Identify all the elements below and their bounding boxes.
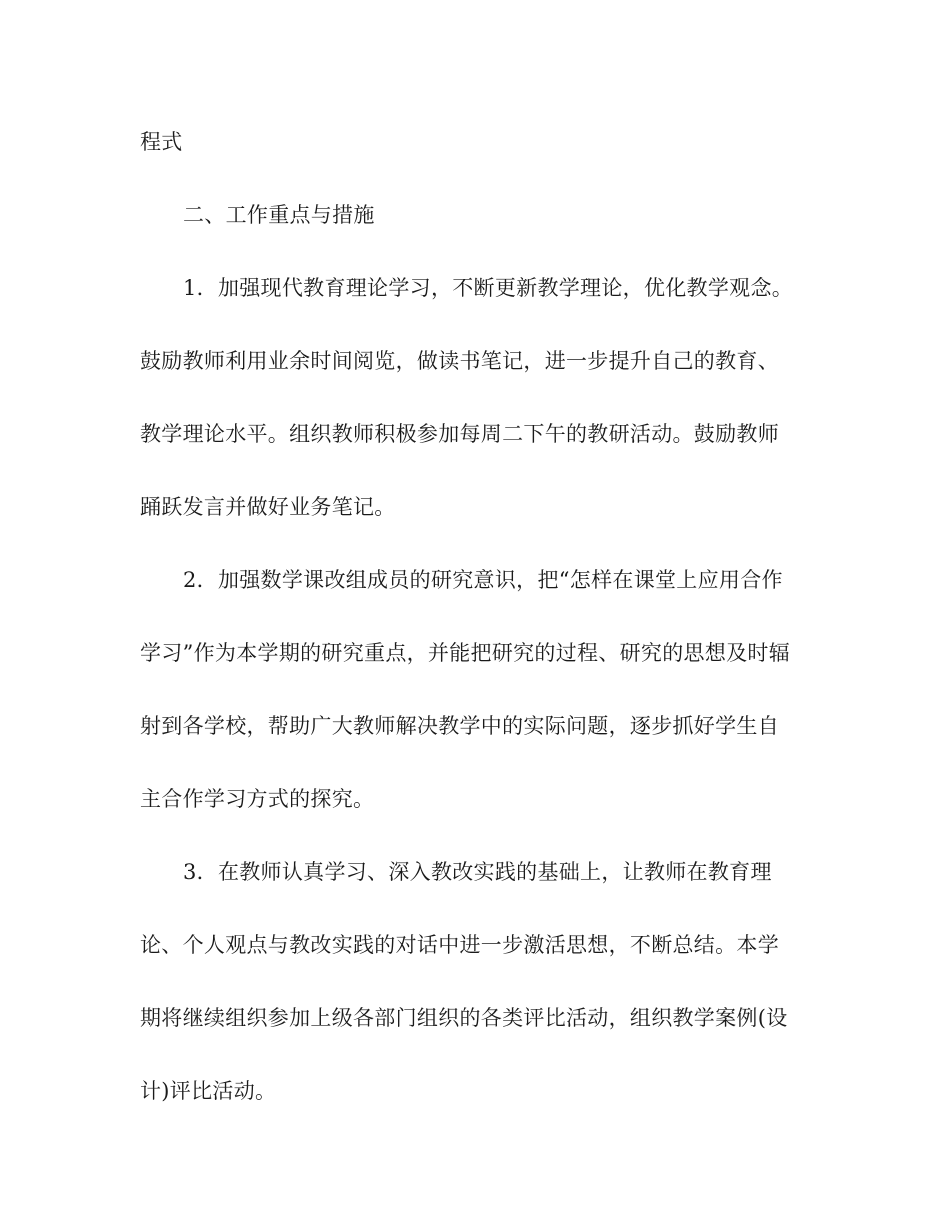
text-line-3: 1．加强现代教育理论学习，不断更新教学理论，优化教学观念。 [183,276,794,300]
text-line-13: 期将继续组织参加上级各部门组织的各类评比活动，组织教学案例(设 [140,1006,788,1030]
text-line-5: 教学理论水平。组织教师积极参加每周二下午的教研活动。鼓励教师 [140,422,779,446]
text-line-12: 论、个人观点与教改实践的对话中进一步激活思想，不断总结。本学 [140,933,779,957]
text-line-9: 射到各学校，帮助广大教师解决教学中的实际问题，逐步抓好学生自 [140,714,779,738]
text-line-7: 2．加强数学课改组成员的研究意识，把“怎样在课堂上应用合作 [183,568,783,592]
text-line-4: 鼓励教师利用业余时间阅览，做读书笔记，进一步提升自己的教育、 [140,349,779,373]
text-line-6: 踊跃发言并做好业务笔记。 [140,495,396,519]
text-line-1: 程式 [140,130,183,154]
section-heading: 二、工作重点与措施 [183,203,375,227]
text-line-10: 主合作学习方式的探究。 [140,787,375,811]
text-line-8: 学习”作为本学期的研究重点，并能把研究的过程、研究的思想及时辐 [140,641,791,665]
text-line-11: 3．在教师认真学习、深入教改实践的基础上，让教师在教育理 [183,860,772,884]
text-line-14: 计)评比活动。 [140,1079,277,1103]
